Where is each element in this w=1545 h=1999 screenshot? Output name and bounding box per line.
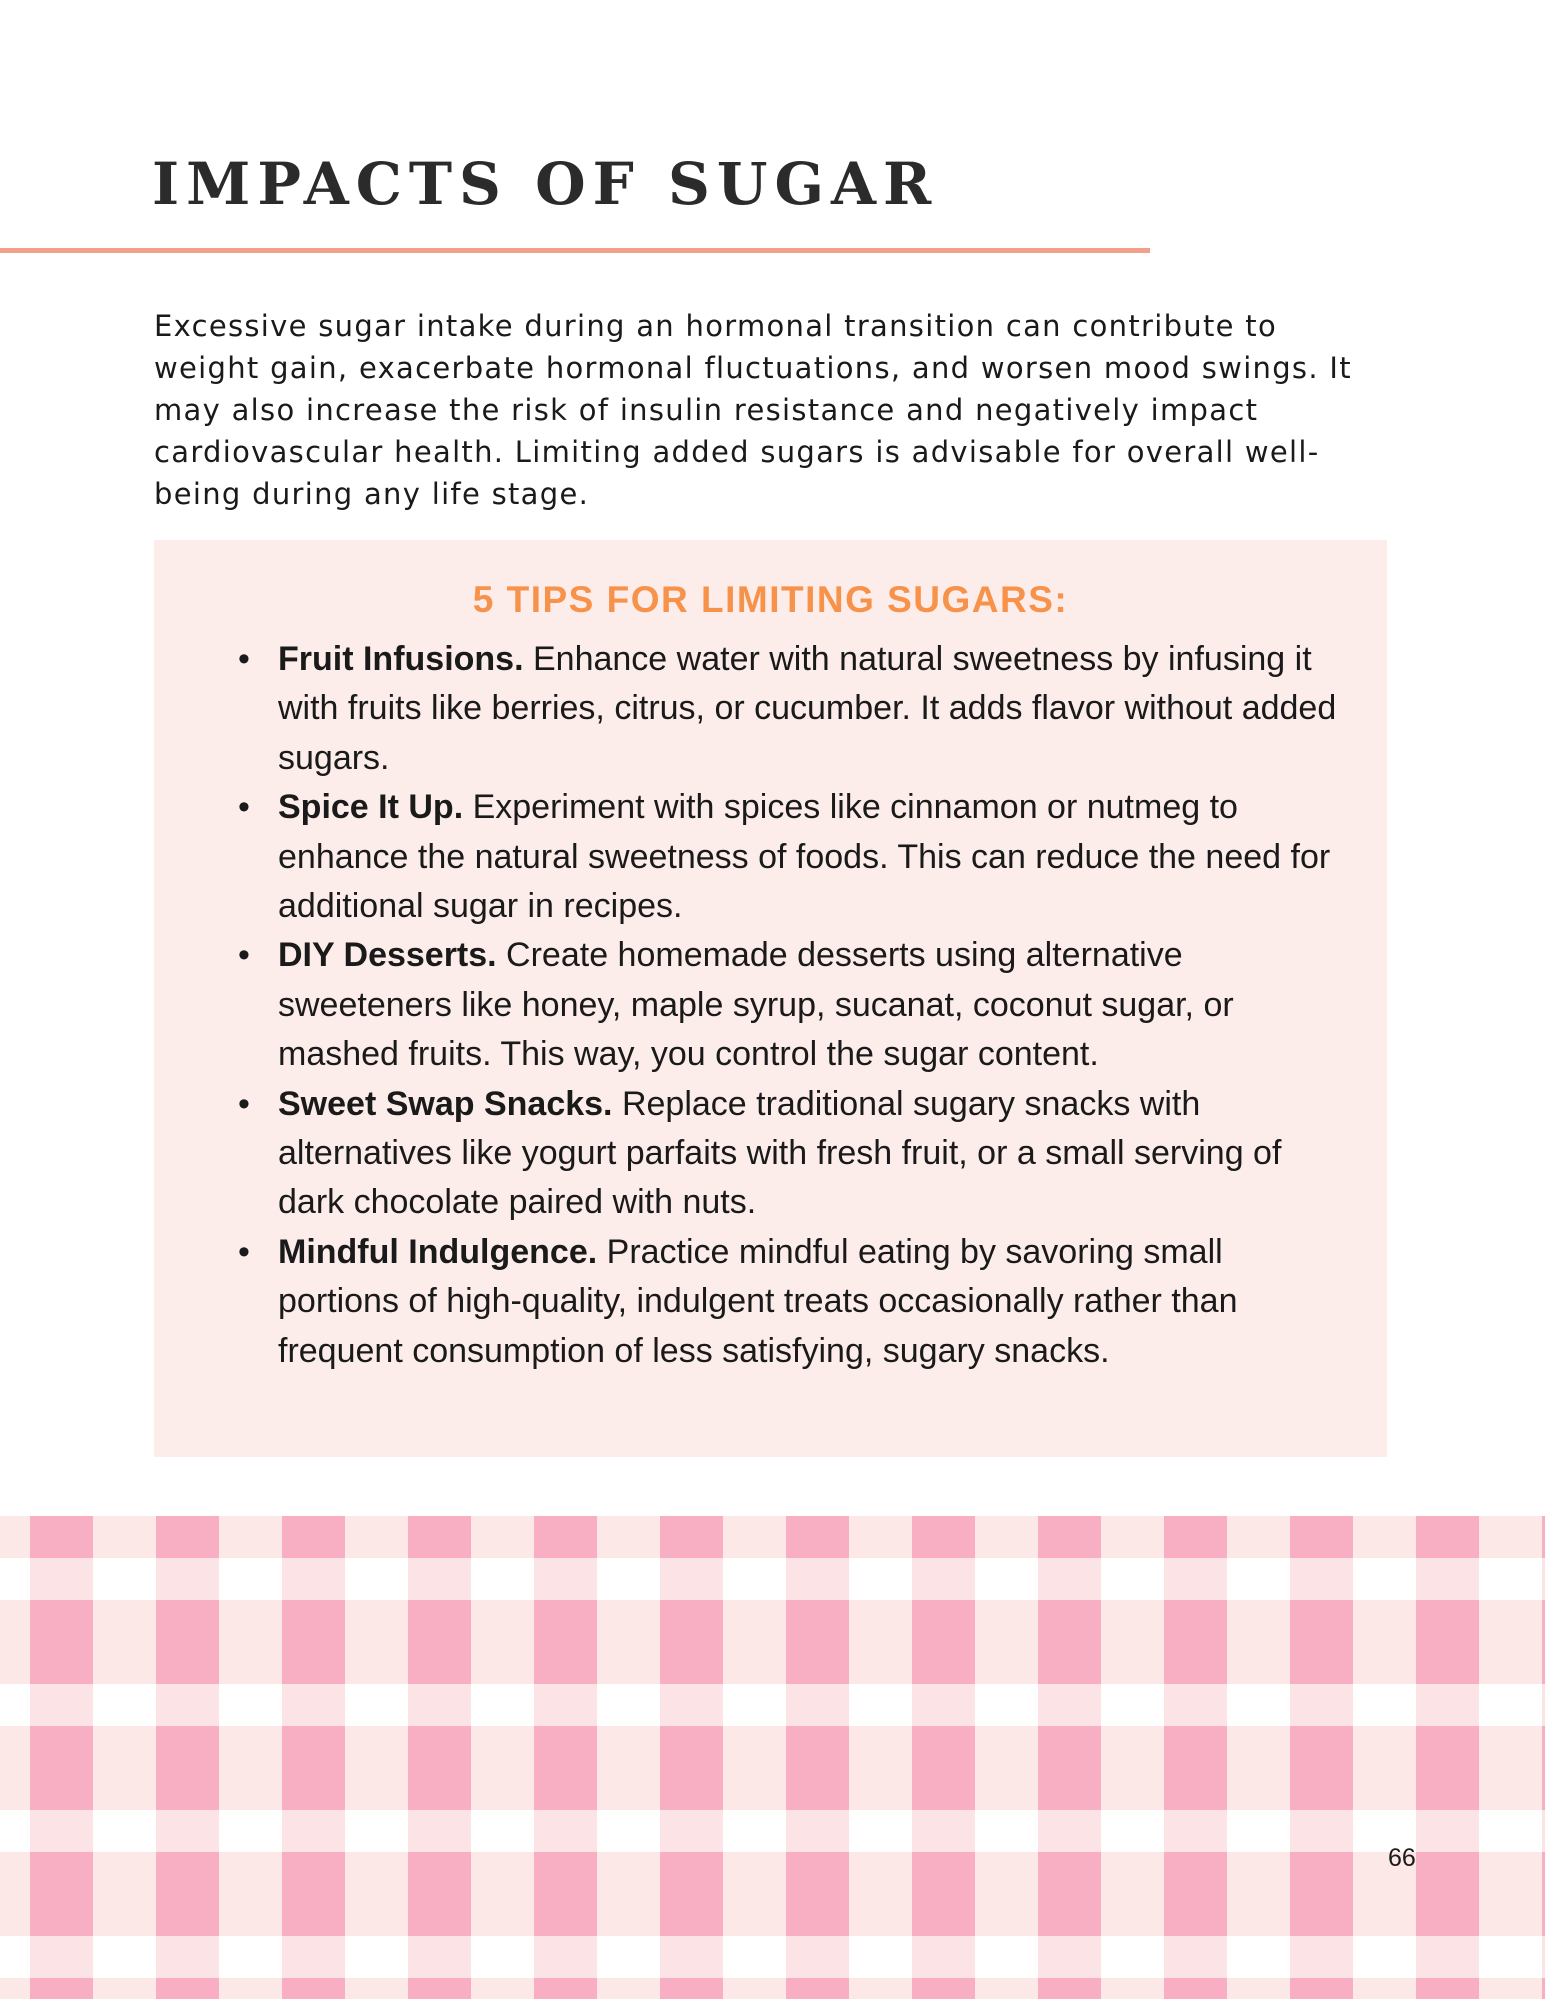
tips-heading: 5 TIPS FOR LIMITING SUGARS: (472, 579, 1069, 620)
list-item (238, 1080, 1338, 1228)
tip-name: Fruit Infusions. (278, 640, 524, 678)
list-item (238, 635, 1338, 783)
list-item (238, 1228, 1338, 1376)
tip-name: Spice It Up. (278, 788, 464, 827)
intro-paragraph: Excessive sugar intake during an hormonal transition can contribute to weight gain, exacerbate hormonal fluctuations, and worsen mood swings. It may also increase the risk of insulin resistance and negatively impact cardiovascular health. Limiting added sugars is advisable for overall well-being during any life stage. (154, 309, 1352, 511)
bullet-icon: • (238, 1084, 250, 1123)
tips-panel (154, 540, 1387, 1457)
tip-text: Replace traditional sugary snacks with alternatives like yogurt parfaits with fresh fruit, or a small serving of dark chocolate paired with nuts. (278, 1084, 1282, 1222)
tip-text: Practice mindful eating by savoring small portions of high-quality, indulgent treats occasionally rather than frequent consumption of less satisfying, sugary snacks. (278, 1232, 1238, 1370)
tips-list (238, 635, 1338, 1376)
tip-text: Create homemade desserts using alternative sweeteners like honey, maple syrup, sucanat, coconut sugar, or mashed fruits. This way, you control the sugar content. (278, 936, 1234, 1074)
bullet-icon: • (238, 936, 250, 975)
tip-name: DIY Desserts. (278, 936, 497, 975)
bullet-icon: • (238, 640, 250, 678)
list-item (238, 931, 1338, 1079)
list-item (238, 783, 1338, 931)
tip-name: Mindful Indulgence. (278, 1232, 598, 1271)
bullet-icon: • (238, 1232, 250, 1271)
page-number: 66 (1388, 1844, 1416, 1872)
tip-text: Enhance water with natural sweetness by infusing it with fruits like berries, citrus, or cucumber. It adds flavor without added sugars. (278, 640, 1337, 777)
page-title: IMPACTS OF SUGAR (152, 150, 939, 218)
tip-name: Sweet Swap Snacks. (278, 1084, 613, 1123)
bullet-icon: • (238, 788, 250, 827)
tip-text: Experiment with spices like cinnamon or nutmeg to enhance the natural sweetness of foods. This can reduce the need for additional sugar in recipes. (278, 788, 1331, 926)
gingham-pattern (0, 1516, 1545, 1999)
title-divider (0, 248, 1150, 253)
